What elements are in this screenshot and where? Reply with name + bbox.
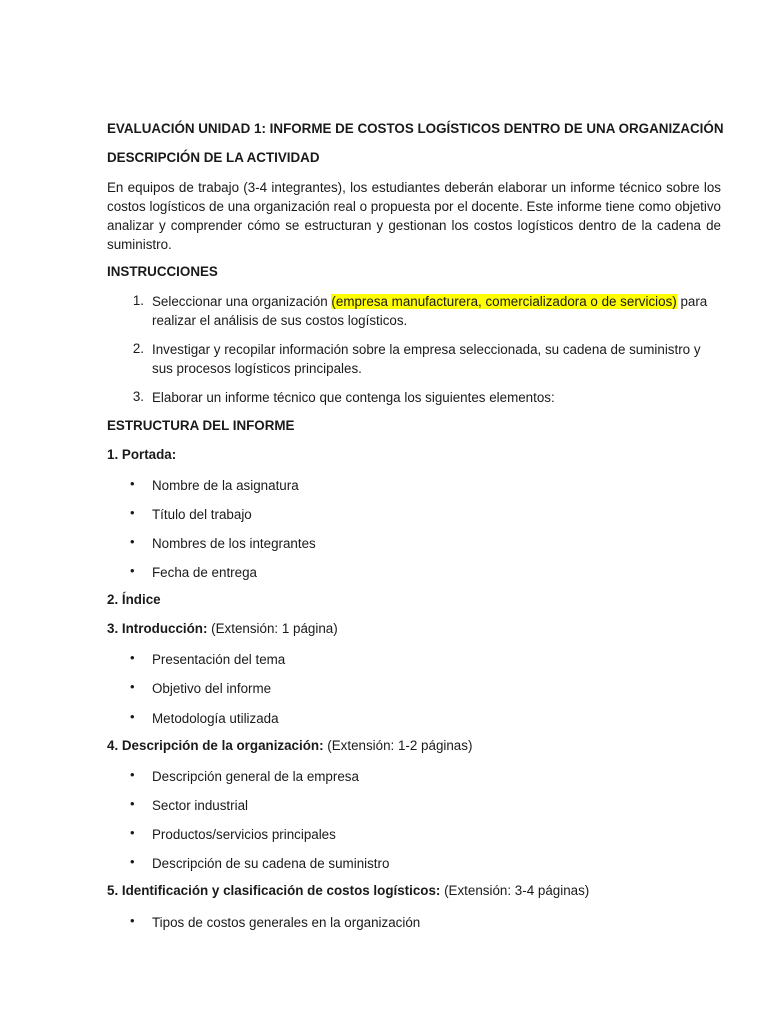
list-item-text: Productos/servicios principales bbox=[152, 827, 336, 842]
instruction-text: Elaborar un informe técnico que contenga los siguientes elementos: bbox=[152, 390, 555, 405]
bullet-icon: • bbox=[130, 650, 135, 665]
list-item-text: Nombres de los integrantes bbox=[152, 536, 316, 551]
section-title-label: 2. Índice bbox=[107, 592, 161, 607]
bullet-icon: • bbox=[130, 505, 135, 520]
bullet-icon: • bbox=[130, 679, 135, 694]
section-title-label: 4. Descripción de la organización: bbox=[107, 738, 324, 753]
list-item-text: Título del trabajo bbox=[152, 507, 252, 522]
section-title bbox=[107, 883, 589, 898]
bullet-icon: • bbox=[130, 767, 135, 782]
section-title-label: 5. Identificación y clasificación de costos logísticos: bbox=[107, 883, 441, 898]
list-item-text: Presentación del tema bbox=[152, 652, 286, 667]
bullet-icon: • bbox=[130, 709, 135, 724]
bullet-icon: • bbox=[130, 476, 135, 491]
list-item-text: Fecha de entrega bbox=[152, 565, 257, 580]
instruction-number: 2. bbox=[132, 341, 144, 356]
highlighted-text: (empresa manufacturera, comercializadora o de servicios) bbox=[331, 294, 677, 309]
instruction-number: 1. bbox=[132, 293, 144, 308]
section-extension: (Extensión: 3-4 páginas) bbox=[440, 883, 590, 898]
bullet-icon: • bbox=[130, 796, 135, 811]
bullet-icon: • bbox=[130, 825, 135, 840]
section-title-label: 1. Portada: bbox=[107, 447, 177, 462]
instruction-text-pre: Seleccionar una organización bbox=[152, 294, 332, 309]
instruction-text bbox=[152, 292, 721, 330]
section-title bbox=[107, 738, 472, 753]
description-paragraph: En equipos de trabajo (3-4 integrantes), los estudiantes deberán elaborar un informe técnico sobre los costos logísticos de una organización real o propuesta por el docente. Este informe tiene como objetivo analizar y comprender cómo se estructuran y gestionan los costos logísticos dentro de la cadena de suministro. bbox=[107, 180, 721, 252]
instructions-heading: INSTRUCCIONES bbox=[107, 264, 218, 279]
list-item-text: Metodología utilizada bbox=[152, 711, 279, 726]
bullet-icon: • bbox=[130, 913, 135, 928]
instruction-text-post: para realizar el análisis de sus costos logísticos. bbox=[152, 294, 708, 328]
section-extension: (Extensión: 1-2 páginas) bbox=[323, 738, 473, 753]
bullet-icon: • bbox=[130, 854, 135, 869]
list-item-text: Descripción general de la empresa bbox=[152, 769, 359, 784]
list-item-text: Tipos de costos generales en la organización bbox=[152, 915, 421, 930]
list-item-text: Descripción de su cadena de suministro bbox=[152, 856, 390, 871]
section-title bbox=[107, 447, 176, 462]
bullet-icon: • bbox=[130, 563, 135, 578]
section-title bbox=[107, 592, 161, 607]
instruction-text: Investigar y recopilar información sobre la empresa seleccionada, su cadena de suministro y sus procesos logísticos principales. bbox=[152, 342, 701, 376]
list-item-text: Nombre de la asignatura bbox=[152, 478, 299, 493]
section-title bbox=[107, 621, 338, 636]
instruction-number: 3. bbox=[132, 389, 144, 404]
description-heading: DESCRIPCIÓN DE LA ACTIVIDAD bbox=[107, 150, 320, 165]
section-extension: (Extensión: 1 página) bbox=[207, 621, 338, 636]
structure-heading: ESTRUCTURA DEL INFORME bbox=[107, 418, 295, 433]
list-item-text: Objetivo del informe bbox=[152, 681, 272, 696]
document-title: EVALUACIÓN UNIDAD 1: INFORME DE COSTOS LOGÍSTICOS DENTRO DE UNA ORGANIZACIÓN bbox=[107, 121, 724, 136]
list-item-text: Sector industrial bbox=[152, 798, 249, 813]
bullet-icon: • bbox=[130, 534, 135, 549]
section-title-label: 3. Introducción: bbox=[107, 621, 208, 636]
